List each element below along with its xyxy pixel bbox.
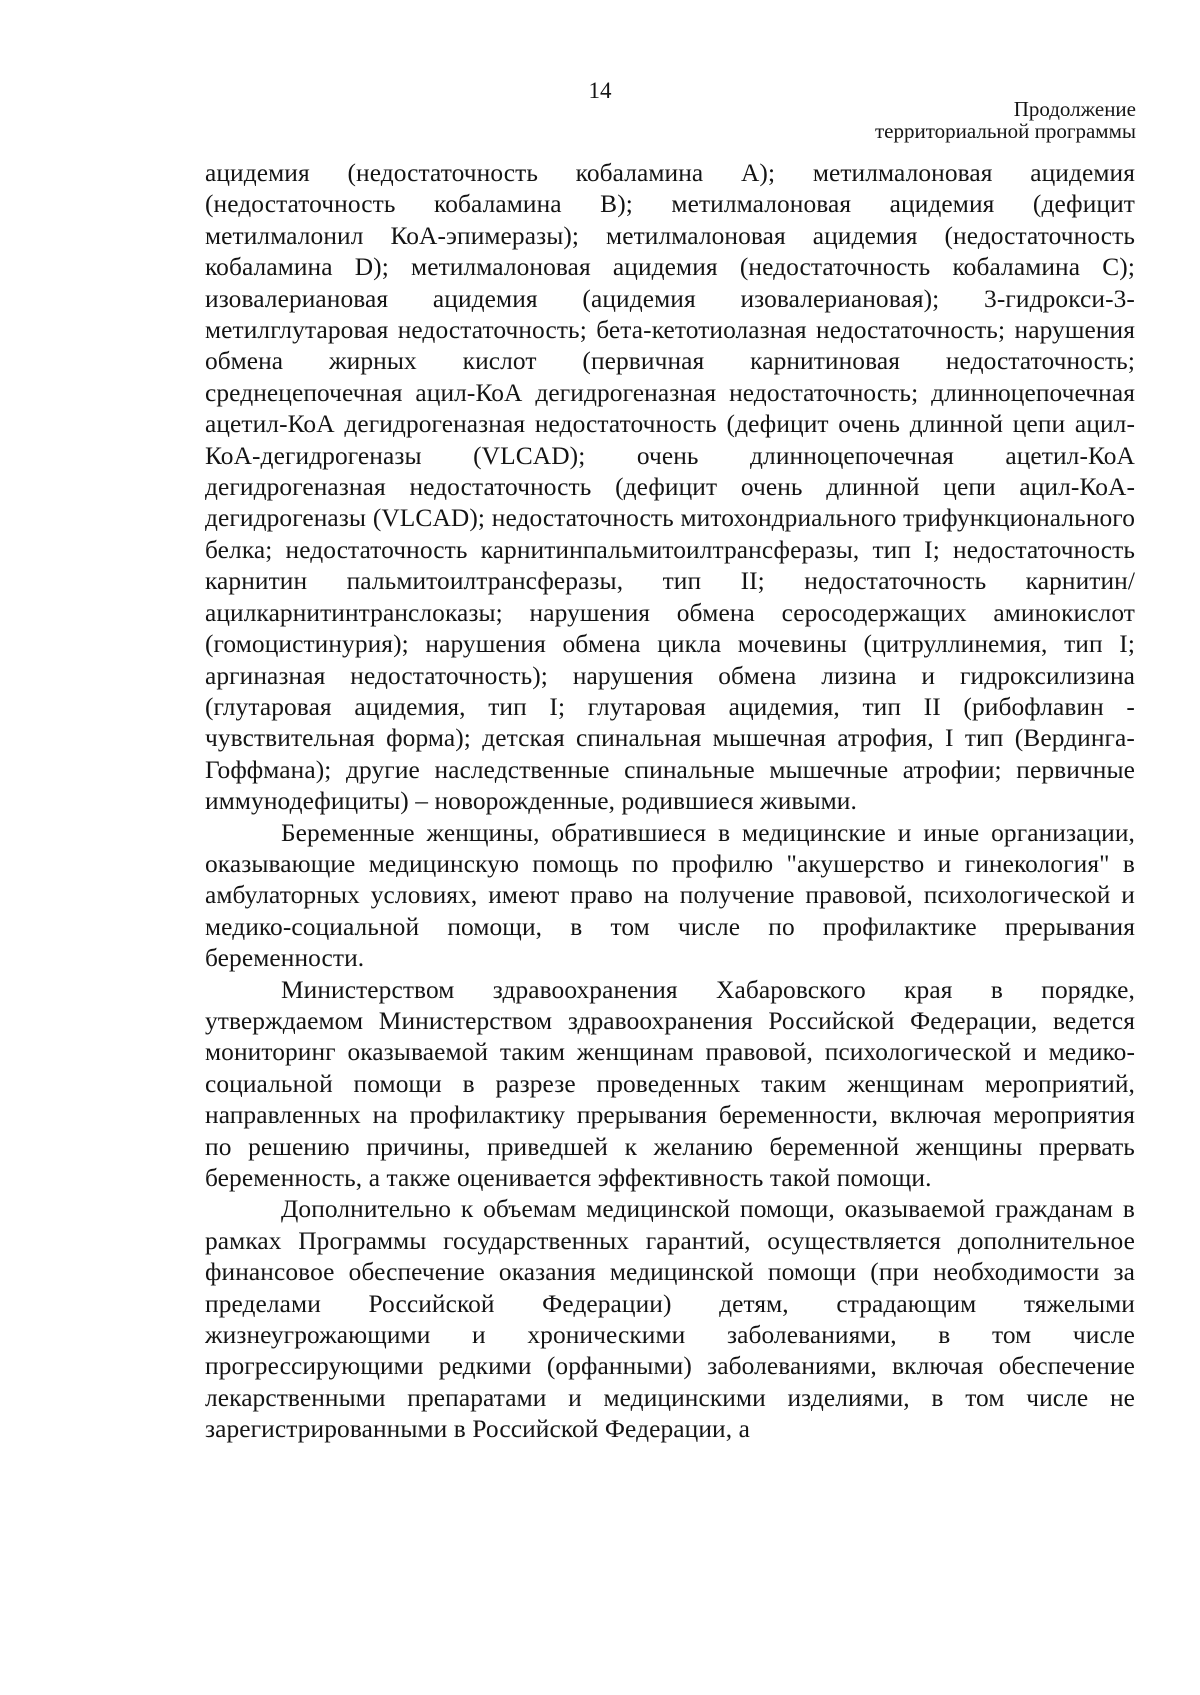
paragraph-disease-list: ацидемия (недостаточность кобаламина А); метилмалоновая ацидемия (недостаточность кобаламина В); метилмалоновая ацидемия (дефицит метилмалонил КоА-эпимеразы); метилмалоновая ацидемия (недостаточность кобаламина D); метилмалоновая ацидемия (недостаточность кобаламина С); изовалериановая ацидемия (ацидемия изовалериановая); 3-гидрокси-3-метилглутаровая недостаточность; бета-кетотиолазная недостаточность; нарушения обмена жирных кислот (первичная карнитиновая недостаточность; среднецепочечная ацил-КоА дегидрогеназная недостаточность; длинноцепочечная ацетил-КоА дегидрогеназная недостаточность (дефицит очень длинной цепи ацил-КоА-дегидрогеназы (VLCAD); очень длинноцепочечная ацетил-КоА дегидрогеназная недостаточность (дефицит очень длинной цепи ацил-КоА-дегидрогеназы (VLCAD); недостаточность митохондриального трифункционального белка; недостаточность карнитинпальмитоилтрансферазы, тип I; недостаточность карнитин пальмитоилтрансферазы, тип II; недостаточность карнитин/ацилкарнитинтранслоказы; нарушения обмена серосодержащих аминокислот (гомоцистинурия); нарушения обмена цикла мочевины (цитруллинемия, тип I; аргиназная недостаточность); нарушения обмена лизина и гидроксилизина (глутаровая ацидемия, тип I; глутаровая ацидемия, тип II (рибофлавин - чувствительная форма); детская спинальная мышечная атрофия, I тип (Вердинга-Гоффмана); другие наследственные спинальные мышечные атрофии; первичные иммунодефициты) – новорожденные, родившиеся живыми. xyxy=(205,159,1135,816)
page-number: 14 xyxy=(588,78,612,103)
continuation-header xyxy=(875,98,1136,142)
paragraph-additional-funding: Дополнительно к объемам медицинской помощи, оказываемой гражданам в рамках Программы государственных гарантий, осуществляется дополнительное финансовое обеспечение оказания медицинской помощи (при необходимости за пределами Российской Федерации) детям, страдающим тяжелыми жизнеугрожающими и хроническими заболеваниями, в том числе прогрессирующими редкими (орфанными) заболеваниями, включая обеспечение лекарственными препаратами и медицинскими изделиями, в том числе не зарегистрированными в Российской Федерации, а xyxy=(205,1195,1135,1444)
continuation-line-1: Продолжение xyxy=(1013,97,1136,121)
paragraph-ministry-monitoring: Министерством здравоохранения Хабаровского края в порядке, утверждаемом Министерством здравоохранения Российской Федерации, ведется мониторинг оказываемой таким женщинам правовой, психологической и медико-социальной помощи в разрезе проведенных таким женщинам мероприятий, направленных на профилактику прерывания беременности, включая мероприятия по решению причины, приведшей к желанию беременной женщины прервать беременность, а также оценивается эффективность такой помощи. xyxy=(205,975,1135,1192)
continuation-line-2: территориальной программы xyxy=(874,119,1136,143)
paragraph-pregnant-women: Беременные женщины, обратившиеся в медицинские и иные организации, оказывающие медицинскую помощь по профилю "акушерство и гинекология" в амбулаторных условиях, имеют право на получение правовой, психологической и медико-социальной помощи, в том числе по профилактике прерывания беременности. xyxy=(205,818,1135,973)
document-body xyxy=(205,158,1135,1446)
